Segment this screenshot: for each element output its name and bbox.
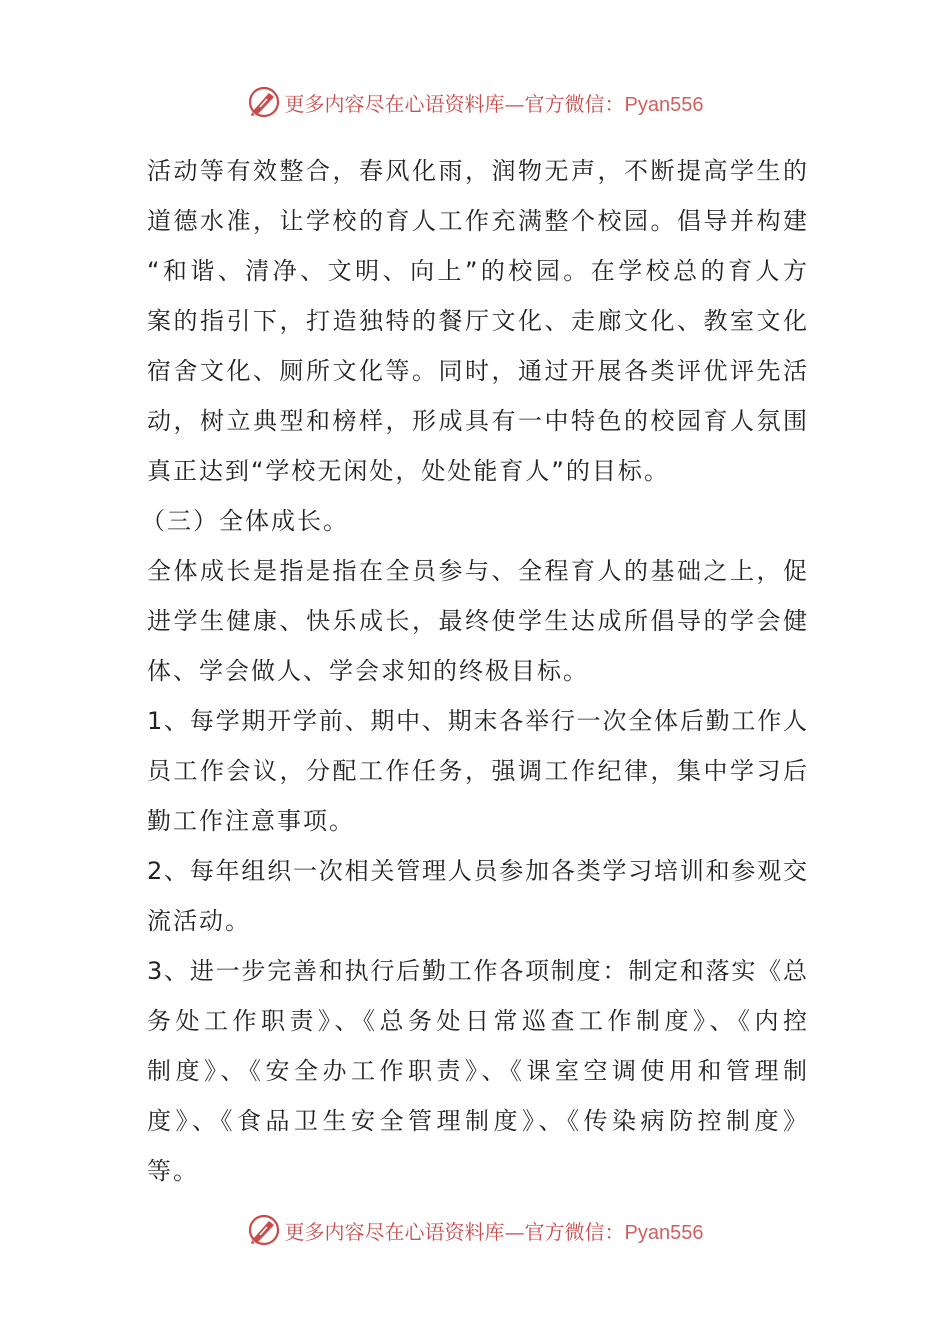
paragraph-line: “和谐、清净、文明、向上”的校园。在学校总的育人方 bbox=[147, 257, 807, 285]
pen-nib-logo-icon bbox=[247, 85, 281, 119]
list-item-line: 员工作会议，分配工作任务，强调工作纪律，集中学习后 bbox=[147, 757, 807, 785]
list-item-line: 1、每学期开学前、期中、期末各举行一次全体后勤工作人 bbox=[147, 707, 807, 735]
section-heading: （三）全体成长。 bbox=[141, 507, 349, 535]
list-item-line: 2、每年组织一次相关管理人员参加各类学习培训和参观交 bbox=[147, 857, 807, 885]
paragraph-line: 道德水准，让学校的育人工作充满整个校园。倡导并构建 bbox=[147, 207, 807, 235]
paragraph-line: 真正达到“学校无闲处，处处能育人”的目标。 bbox=[147, 457, 670, 485]
list-item-line: 制度》、《安全办工作职责》、《课室空调使用和管理制 bbox=[147, 1057, 807, 1085]
header-watermark-banner bbox=[0, 82, 950, 122]
paragraph-line: 全体成长是指是指在全员参与、全程育人的基础之上，促 bbox=[147, 557, 807, 585]
list-item-line: 流活动。 bbox=[147, 907, 251, 935]
footer-watermark bbox=[247, 1213, 704, 1247]
header-watermark bbox=[247, 85, 704, 119]
list-item-line: 勤工作注意事项。 bbox=[147, 807, 355, 835]
paragraph-line: 进学生健康、快乐成长，最终使学生达成所倡导的学会健 bbox=[147, 607, 807, 635]
list-item-line: 等。 bbox=[147, 1157, 199, 1185]
watermark-text: 更多内容尽在心语资料库—官方微信：Pyan556 bbox=[284, 1219, 704, 1244]
paragraph-line: 动，树立典型和榜样，形成具有一中特色的校园育人氛围 bbox=[147, 407, 807, 435]
watermark-handle: Pyan556 bbox=[624, 1221, 704, 1244]
paragraph-line: 体、学会做人、学会求知的终极目标。 bbox=[147, 657, 589, 685]
paragraph-line: 案的指引下，打造独特的餐厅文化、走廊文化、教室文化 bbox=[147, 307, 807, 335]
watermark-handle: Pyan556 bbox=[624, 93, 704, 116]
document-body bbox=[141, 146, 807, 1196]
pen-nib-logo-icon bbox=[247, 1213, 281, 1247]
list-item-line: 度》、《食品卫生安全管理制度》、《传染病防控制度》 bbox=[147, 1107, 807, 1135]
paragraph-line: 宿舍文化、厕所文化等。同时，通过开展各类评优评先活 bbox=[147, 357, 807, 385]
paragraph-line: 活动等有效整合，春风化雨，润物无声，不断提高学生的 bbox=[147, 157, 807, 185]
watermark-text: 更多内容尽在心语资料库—官方微信：Pyan556 bbox=[284, 91, 704, 116]
footer-watermark-banner bbox=[0, 1210, 950, 1250]
list-item-line: 3、进一步完善和执行后勤工作各项制度：制定和落实《总 bbox=[147, 957, 807, 985]
list-item-line: 务处工作职责》、《总务处日常巡查工作制度》、《内控 bbox=[147, 1007, 807, 1035]
